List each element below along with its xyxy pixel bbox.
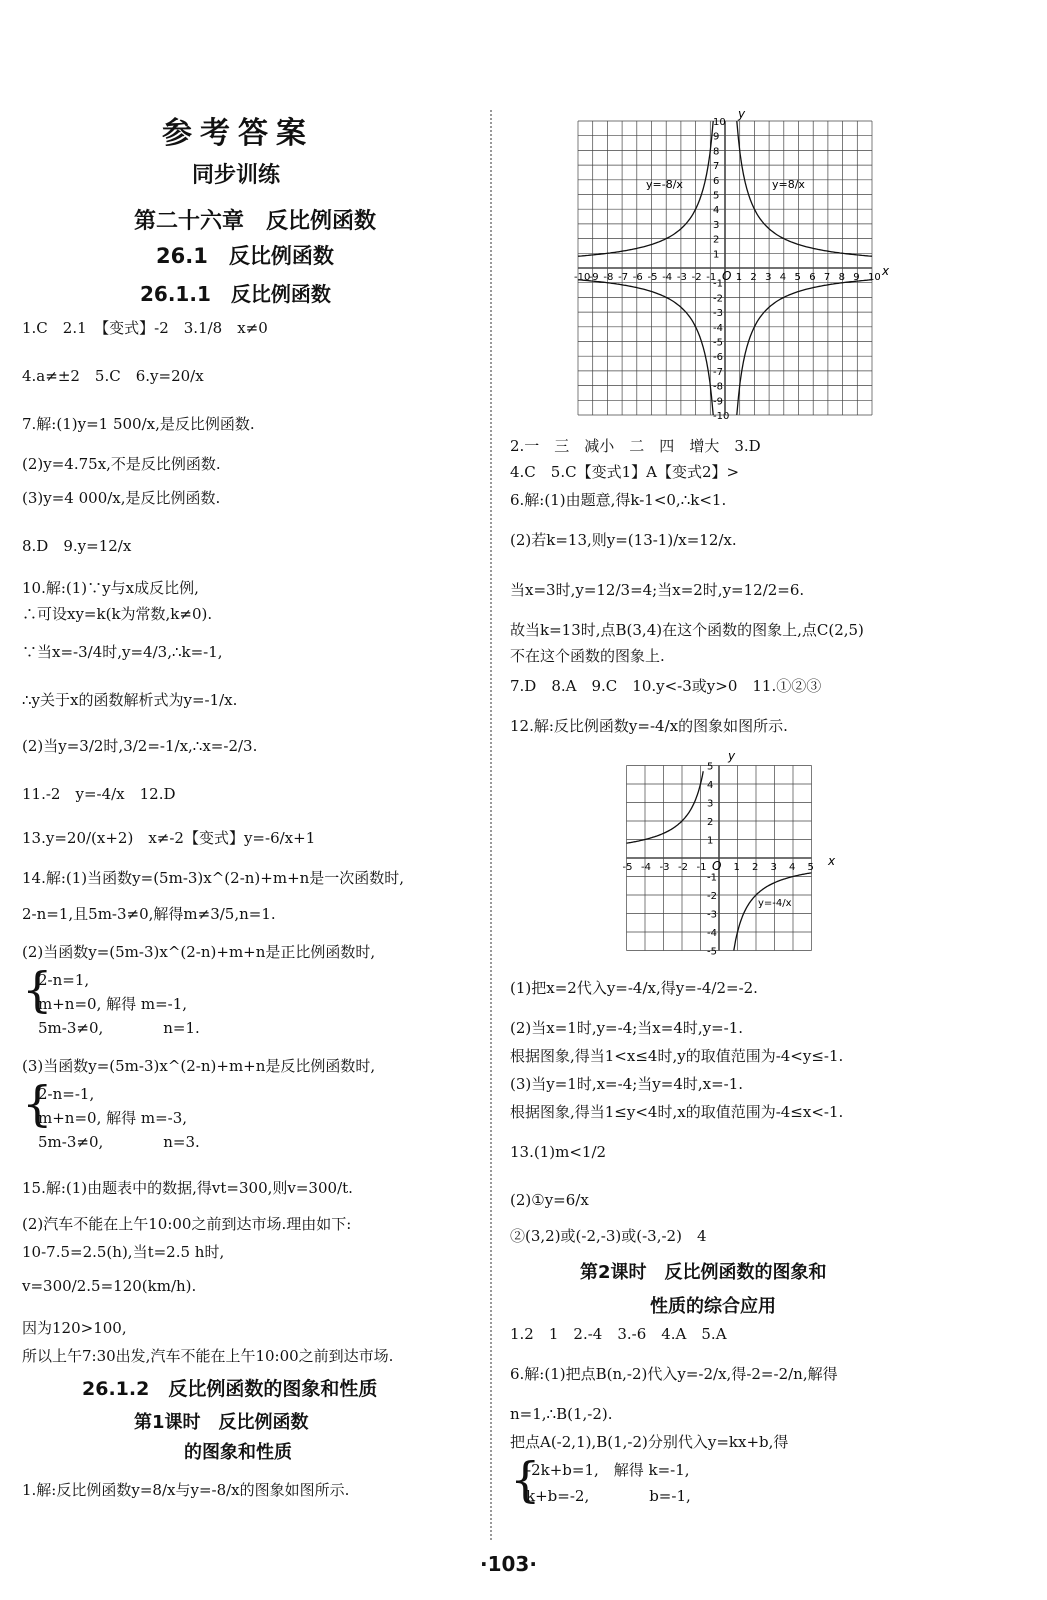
x-tick-label: -9 [588, 272, 599, 283]
answer-line: 4.a≠±2 5.C 6.y=20/x [22, 367, 204, 385]
answer-line: 1.2 1 2.-4 3.-6 4.A 5.A [510, 1325, 727, 1343]
y-tick-label: 1 [707, 835, 714, 847]
y-tick-label: -4 [707, 928, 717, 939]
y-tick-label: -6 [713, 352, 723, 364]
x-tick-label: -7 [618, 272, 629, 283]
x-tick-label: 1 [733, 862, 740, 873]
x-tick-label: -5 [622, 862, 633, 873]
section-heading: 26.1 反比例函数 [156, 244, 334, 268]
y-tick-label: -1 [713, 278, 723, 290]
y-tick-label: -10 [713, 411, 730, 420]
y-tick-label: 4 [707, 780, 714, 791]
x-tick-label: -1 [706, 272, 717, 283]
x-tick-label: 8 [838, 272, 845, 283]
graph-reciprocal-8 [560, 108, 890, 420]
answer-line: 6.解:(1)由题意,得k-1<0,∴k<1. [510, 491, 727, 509]
answer-line: k+b=-2, b=-1, [526, 1487, 691, 1505]
answer-line: n=1,∴B(1,-2). [510, 1405, 613, 1423]
answer-line: 8.D 9.y=12/x [22, 537, 132, 555]
answer-line: 不在这个函数的图象上. [510, 647, 665, 665]
y-axis-label: y [738, 108, 746, 121]
answer-line: (2)当函数y=(5m-3)x^(2-n)+m+n是正比例函数时, [22, 943, 376, 961]
y-tick-label: 10 [713, 117, 726, 128]
y-tick-label: 8 [713, 146, 720, 158]
x-tick-label: -4 [662, 272, 673, 283]
answer-line: -2k+b=1, 解得 k=-1, [526, 1461, 690, 1479]
answer-line: 当x=3时,y=12/3=4;当x=2时,y=12/2=6. [510, 581, 805, 599]
answer-line: (1)把x=2代入y=-4/x,得y=-4/2=-2. [510, 979, 758, 997]
x-tick-label: 3 [765, 272, 772, 283]
page-number: ·103· [480, 1552, 537, 1576]
origin-label: O [722, 269, 732, 283]
answer-line: 1.C 2.1 【变式】-2 3.1/8 x≠0 [22, 319, 268, 337]
x-tick-label: -10 [574, 272, 591, 283]
answer-line: 2-n=-1, [38, 1085, 95, 1103]
x-tick-label: -2 [678, 862, 688, 873]
x-tick-label: 4 [789, 862, 796, 873]
answer-line: (2)当x=1时,y=-4;当x=4时,y=-1. [510, 1019, 744, 1037]
lesson2-heading-b: 性质的综合应用 [650, 1296, 776, 1317]
curve-branch [737, 280, 872, 415]
x-tick-label: 1 [735, 272, 743, 283]
answer-line: ∵当x=-3/4时,y=4/3,∴k=-1, [22, 643, 223, 661]
answer-line: 因为120>100, [22, 1319, 127, 1337]
x-tick-label: -3 [659, 862, 670, 873]
y-tick-label: -7 [713, 366, 723, 378]
y-tick-label: 4 [713, 205, 720, 217]
answer-line: v=300/2.5=120(km/h). [22, 1277, 197, 1295]
x-tick-label: -1 [696, 862, 707, 873]
x-tick-label: 3 [770, 862, 777, 873]
subsection-heading: 26.1.1 反比例函数 [140, 282, 331, 306]
y-axis-label: y [728, 749, 736, 763]
answer-line: 10-7.5=2.5(h),当t=2.5 h时, [22, 1243, 225, 1261]
answer-line: 5m-3≠0, n=3. [38, 1133, 200, 1151]
y-tick-label: -4 [713, 322, 723, 334]
answer-line: 7.D 8.A 9.C 10.y<-3或y>0 11.①②③ [510, 677, 822, 695]
x-tick-label: -8 [603, 272, 614, 283]
answer-line: 13.y=20/(x+2) x≠-2【变式】y=-6/x+1 [22, 829, 316, 847]
system-brace: { [510, 1452, 541, 1508]
answer-line: 11.-2 y=-4/x 12.D [22, 785, 176, 803]
answer-line: 所以上午7:30出发,汽车不能在上午10:00之前到达市场. [22, 1347, 394, 1365]
column-divider [490, 110, 492, 1540]
y-tick-label: 2 [707, 817, 714, 828]
page-subtitle: 同步训练 [192, 163, 281, 188]
answer-line: (2)当y=3/2时,3/2=-1/x,∴x=-2/3. [22, 737, 258, 755]
answer-line: 把点A(-2,1),B(1,-2)分别代入y=kx+b,得 [510, 1433, 789, 1451]
answer-line: 6.解:(1)把点B(n,-2)代入y=-2/x,得-2=-2/n,解得 [510, 1365, 838, 1383]
answer-line: (3)当y=1时,x=-4;当y=4时,x=-1. [510, 1075, 744, 1093]
answer-line: 根据图象,得当1≤y<4时,x的取值范围为-4≤x<-1. [510, 1103, 844, 1121]
x-tick-label: 5 [807, 862, 814, 873]
y-tick-label: 9 [713, 131, 720, 143]
answer-line: (2)y=4.75x,不是反比例函数. [22, 455, 221, 473]
x-tick-label: 6 [809, 272, 816, 283]
y-tick-label: -3 [713, 308, 723, 320]
answer-line: 7.解:(1)y=1 500/x,是反比例函数. [22, 415, 255, 433]
y-tick-label: -2 [707, 891, 717, 902]
answer-line: 5m-3≠0, n=1. [38, 1019, 200, 1037]
section2-heading: 26.1.2 反比例函数的图象和性质 [82, 1378, 378, 1400]
answer-line: 2-n=1,且5m-3≠0,解得m≠3/5,n=1. [22, 905, 276, 923]
lesson2-heading-a: 第2课时 反比例函数的图象和 [580, 1262, 827, 1283]
curve-label-left: y=-8/x [646, 178, 683, 191]
answer-line: ∴y关于x的函数解析式为y=-1/x. [22, 691, 238, 709]
curve-label: y=-4/x [758, 898, 792, 909]
y-tick-label: -1 [707, 872, 717, 884]
answer-line: (3)当函数y=(5m-3)x^(2-n)+m+n是反比例函数时, [22, 1057, 376, 1075]
x-tick-label: -2 [691, 272, 702, 283]
curve-branch [578, 280, 713, 415]
x-tick-label: -6 [632, 272, 643, 283]
y-tick-label: -8 [713, 381, 723, 393]
y-tick-label: 2 [713, 234, 720, 246]
answer-line: 12.解:反比例函数y=-4/x的图象如图所示. [510, 717, 788, 735]
curve-branch [627, 771, 704, 843]
x-tick-label: 2 [752, 862, 759, 873]
page-title: 参考答案 [162, 116, 314, 151]
x-axis-label: x [882, 264, 890, 278]
y-tick-label: -5 [707, 946, 717, 958]
lesson1-heading-b: 的图象和性质 [184, 1442, 292, 1463]
answer-line: 2-n=1, [38, 971, 90, 989]
lesson1-heading-a: 第1课时 反比例函数 [134, 1412, 309, 1433]
y-tick-label: 3 [713, 219, 720, 231]
y-tick-label: 5 [707, 761, 714, 773]
x-tick-label: -4 [641, 862, 651, 873]
answer-line: ②(3,2)或(-2,-3)或(-3,-2) 4 [510, 1227, 707, 1245]
system-brace: { [22, 1076, 53, 1132]
system-brace: { [22, 962, 53, 1018]
x-tick-label: 2 [750, 272, 757, 283]
answer-line: (2)①y=6/x [510, 1191, 589, 1209]
answer-line: 故当k=13时,点B(3,4)在这个函数的图象上,点C(2,5) [510, 621, 864, 639]
answer-line: 1.解:反比例函数y=8/x与y=-8/x的图象如图所示. [22, 1481, 350, 1499]
answer-line: (2)若k=13,则y=(13-1)/x=12/x. [510, 531, 737, 549]
x-axis-label: x [828, 854, 836, 868]
x-tick-label: -3 [676, 272, 687, 283]
x-tick-label: 9 [853, 272, 860, 283]
origin-label: O [712, 859, 722, 873]
answer-line: ∴可设xy=k(k为常数,k≠0). [22, 605, 213, 623]
answer-line: 14.解:(1)当函数y=(5m-3)x^(2-n)+m+n是一次函数时, [22, 869, 405, 887]
answer-line: (3)y=4 000/x,是反比例函数. [22, 489, 221, 507]
y-tick-label: -9 [713, 396, 723, 408]
x-tick-label: 7 [823, 272, 831, 283]
answer-line: 10.解:(1)∵y与x成反比例, [22, 579, 199, 597]
answer-line: m+n=0, 解得 m=-1, [38, 995, 188, 1013]
graph-reciprocal-neg4 [618, 748, 840, 964]
answer-line: 根据图象,得当1<x≤4时,y的取值范围为-4<y≤-1. [510, 1047, 844, 1065]
y-tick-label: 3 [707, 798, 714, 810]
y-tick-label: 6 [713, 175, 720, 187]
answer-line: 2.一 三 减小 二 四 增大 3.D [510, 437, 761, 455]
answer-line: 15.解:(1)由题表中的数据,得vt=300,则v=300/t. [22, 1179, 353, 1197]
chapter-heading: 第二十六章 反比例函数 [134, 209, 377, 234]
x-tick-label: 10 [868, 272, 881, 283]
y-tick-label: -2 [713, 293, 723, 305]
y-tick-label: 1 [713, 249, 720, 261]
y-tick-label: -5 [713, 337, 723, 349]
x-tick-label: 4 [779, 272, 787, 283]
y-tick-label: 7 [713, 161, 720, 173]
curve-branch [734, 873, 812, 951]
curve-label-right: y=8/x [772, 178, 805, 191]
x-tick-label: -5 [647, 272, 658, 283]
y-tick-label: 5 [713, 190, 720, 202]
answer-line: 13.(1)m<1/2 [510, 1143, 607, 1161]
y-tick-label: -3 [707, 909, 717, 921]
x-tick-label: 5 [794, 272, 801, 283]
answer-line: 4.C 5.C【变式1】A【变式2】> [510, 463, 740, 481]
answer-line: m+n=0, 解得 m=-3, [38, 1109, 188, 1127]
answer-line: (2)汽车不能在上午10:00之前到达市场.理由如下: [22, 1215, 352, 1233]
